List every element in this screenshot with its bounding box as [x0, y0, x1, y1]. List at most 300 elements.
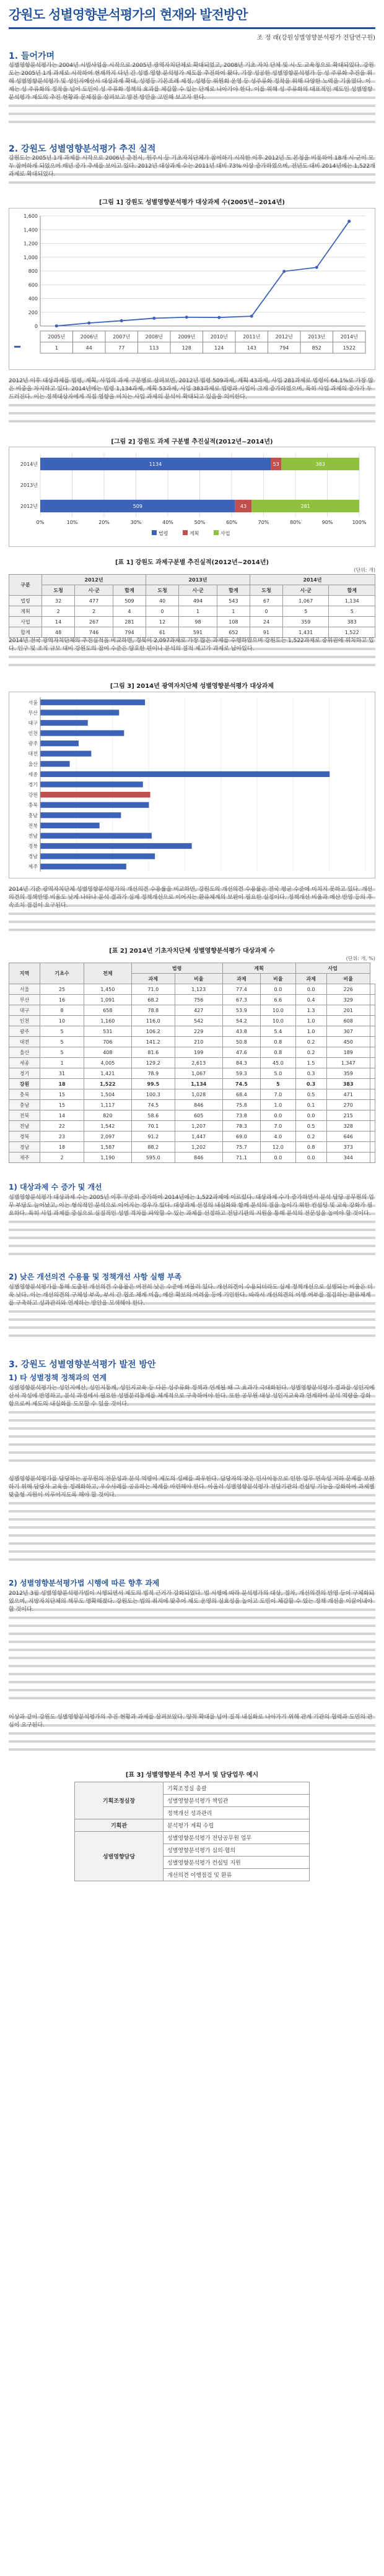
- x-tick-label: 2011년: [243, 334, 261, 340]
- table-row: [9, 1068, 375, 1079]
- table-row: [9, 1058, 375, 1068]
- table-1-cell: 1: [179, 606, 217, 617]
- x-tick-label: 60%: [226, 520, 237, 525]
- table-2-cell: 0.5: [295, 1121, 326, 1131]
- legend-label: 사업: [220, 531, 230, 536]
- table-2-cell: 7.0: [261, 1089, 295, 1100]
- table-2-cell: 1.0: [295, 1026, 326, 1037]
- table-2-cell: 5: [261, 1079, 295, 1089]
- table-row: [9, 1047, 375, 1058]
- table-2-cell: 5: [40, 1047, 84, 1058]
- table-2-cell: 47.6: [222, 1047, 261, 1058]
- table-2-cell: 78.8: [131, 1005, 175, 1016]
- table-2-cell: 10: [40, 1016, 84, 1026]
- x-tick-label: 50%: [194, 520, 206, 525]
- table-2-cell: 1.3: [295, 1005, 326, 1016]
- table-2-cell: 0.0: [295, 1110, 326, 1121]
- table-2-cell: 7.0: [261, 1121, 295, 1131]
- table-1-cell: 4: [113, 606, 146, 617]
- author-line: 조 정 래(강원성별영향분석평가 전담연구원): [256, 35, 375, 41]
- table-2-cell: 226: [326, 984, 370, 995]
- series-line: [56, 221, 349, 326]
- table-2-cell: 23: [40, 1131, 84, 1142]
- table-2-region: 전남: [9, 1121, 40, 1131]
- table-2-cell: [370, 984, 375, 995]
- table-2-cell: 1,067: [175, 1068, 222, 1079]
- x-tick-label: 20%: [98, 520, 110, 525]
- table-2-cell: 71.1: [222, 1153, 261, 1163]
- table-2-cell: 0.0: [295, 1153, 326, 1163]
- x-tick-label: 70%: [258, 520, 269, 525]
- table-1-subheader: 시·군: [179, 585, 217, 596]
- table-1-caption: [표 1] 강원도 과제구분별 추진실적(2012년~2014년): [115, 559, 269, 566]
- table-2-subheader: 비율: [175, 974, 222, 984]
- paragraph-4: 2014년 전국 광역자치단체의 추진실적을 비교하면, 경북이 2,097과제로 가장 많은 과제를 수행하였으며 강원도는 1,522과제로 중위권에 위치하고 있다. 인구 및 조직 규모 대비 강원도의 참여 수준은 양호한 편이나 분석의 질적 제고가 과제로 남아있다.: [9, 637, 375, 669]
- table-2-cell: 329: [326, 995, 370, 1005]
- table-row: [9, 1026, 375, 1037]
- y-tick-label: 1,000: [24, 254, 38, 260]
- section-heading-3: 3. 강원도 성별영향분석평가 발전 방안: [9, 1360, 156, 1370]
- table-2-cell: [370, 1110, 375, 1121]
- x-tick-label: 2013년: [308, 334, 326, 340]
- table-2-cell: 1,421: [84, 1068, 131, 1079]
- table-2-cell: [370, 1058, 375, 1068]
- data-point: [217, 316, 220, 319]
- table-2-cell: 14: [40, 1110, 84, 1121]
- table-2-cell: 53.9: [222, 1005, 261, 1016]
- figure-3-chart-frame: [9, 692, 375, 878]
- table-1-cell: 67: [250, 596, 282, 606]
- data-point: [120, 319, 123, 322]
- table-2-cell: 1,347: [326, 1058, 370, 1068]
- table-2-cell: 12.0: [261, 1142, 295, 1153]
- table-3-duty: 성별영향분석평가 컨설팅 지원: [164, 1857, 310, 1869]
- table-row: [9, 1153, 375, 1163]
- table-2-cell: 116.0: [131, 1016, 175, 1026]
- y-tick-label: 부산: [28, 710, 38, 716]
- figure-1-line-chart: [9, 208, 375, 368]
- table-1-subheader: 시·군: [283, 585, 329, 596]
- table-2-cell: 1,123: [175, 984, 222, 995]
- table-2-region: 인천: [9, 1016, 40, 1026]
- table-1-year-header: 2013년: [146, 575, 250, 585]
- table-2-cell: 129.2: [131, 1058, 175, 1068]
- y-tick-label: 광주: [28, 741, 38, 747]
- table-row: [9, 1037, 375, 1047]
- x-tick-label: 100%: [352, 520, 367, 525]
- table-1-cell: 2: [75, 606, 113, 617]
- table-2-cell: 0.8: [261, 1047, 295, 1058]
- x-tick-label: 10%: [66, 520, 78, 525]
- table-1-cell: 652: [217, 627, 250, 638]
- table-2-cell: 0.1: [295, 1100, 326, 1110]
- table-1-cell: 477: [75, 596, 113, 606]
- x-tick-label: 30%: [130, 520, 142, 525]
- paragraph-7: 성별영향분석평가를 통해 도출된 개선의견 수용률은 여전히 낮은 수준에 머물러 있다. 개선의견이 수용되더라도 실제 정책개선으로 실행되는 비율은 더욱 낮다. 이는 개선의견의 구체성 부족, 부서 간 협조 체계 미흡, 예산 확보의 어려움 등에 기인한다. 따라서 개선의견의 이행 여부를 점검하는 환류체계를 구축하고 성과관리와 연계하는 방안을 모색해야 한다.: [9, 1284, 375, 1340]
- section-heading-1: 1. 들어가며: [9, 51, 55, 61]
- table-2-cell: 0.4: [295, 995, 326, 1005]
- table-2-cell: 100.3: [131, 1089, 175, 1100]
- y-tick-label: 2012년: [20, 504, 38, 509]
- table-2-cell: 646: [326, 1131, 370, 1142]
- data-label: 1134: [149, 462, 162, 467]
- table-2-cell: 658: [84, 1005, 131, 1016]
- table-2-cell: 1,134: [175, 1079, 222, 1089]
- table-2-header: 계획: [222, 963, 295, 974]
- table-row: [9, 1089, 375, 1100]
- table-2-cell: 450: [326, 1037, 370, 1047]
- table-2-cell: 1,587: [84, 1142, 131, 1153]
- table-2-cell: 1,542: [84, 1121, 131, 1131]
- x-tick-label: 2005년: [48, 334, 66, 340]
- table-1-cell: 98: [179, 617, 217, 627]
- paragraph-6: 성별영향분석평가 대상과제 수는 2005년 이후 꾸준히 증가하여 2014년에는 1,522과제에 이르렀다. 대상과제 수가 증가하면서 분석 담당 공무원의 업무 부담도 늘어났고, 이는 형식적인 분석으로 이어지는 경우가 있다. 대상과제 선정의 내실화와 함께 분석의 질을 높이기 위한 컨설팅 및 교육 강화가 필요하다. 특히 사업 과제를 중심으로 실질적인 성별 격차를 파악할 수 있는 과제를 선정하고 전담기관의 지원을 통해 분석의 전문성을 높여야 할 것이다.: [9, 1194, 375, 1258]
- table-2-cell: 106.2: [131, 1026, 175, 1037]
- data-label: 113: [149, 345, 159, 351]
- data-label: 128: [181, 345, 191, 351]
- table-row: [9, 1121, 375, 1131]
- data-point: [87, 322, 90, 325]
- table-2-cell: 5.4: [261, 1026, 295, 1037]
- table-2-cell: [370, 995, 375, 1005]
- table-2-cell: 5: [40, 1037, 84, 1047]
- figure-2-stacked-bar-chart: [9, 447, 375, 545]
- table-1-subheader: 합계: [217, 585, 250, 596]
- table-2-cell: 71.0: [131, 984, 175, 995]
- x-tick-label: 2012년: [275, 334, 293, 340]
- table-2-cell: [370, 1142, 375, 1153]
- table-2-cell: [370, 1100, 375, 1110]
- table-1-row-label: 합계: [9, 627, 42, 638]
- table-1-cell: 24: [250, 617, 282, 627]
- paragraph-11: 이상과 같이 강원도 성별영향분석평가의 추진 현황과 과제를 살펴보았다. 양적 확대를 넘어 질적 내실화로 나아가기 위해 관계 기관의 협력과 도민의 관심이 요구된다.: [9, 1714, 375, 1754]
- x-tick-label: 40%: [162, 520, 173, 525]
- y-tick-label: 전북: [28, 823, 38, 829]
- table-2-cell: 54.2: [222, 1016, 261, 1026]
- table-2-cell: 1,207: [175, 1121, 222, 1131]
- table-2-cell: 91.2: [131, 1131, 175, 1142]
- table-2-cell: 0.3: [295, 1068, 326, 1079]
- paragraph-3: 2012년 이후 대상과제를 법령, 계획, 사업의 과제 구분별로 살펴보면, 2012년 법령 509과제, 계획 43과제, 사업 281과제로 법령이 64.1%로 가장 많은 비중을 차지하고 있다. 2014년에는 법령 1,134과제, 계획 53과제, 사업 383과제로 법령과 사업이 크게 증가하였으며, 특히 사업 과제의 증가가 두드러진다. 이는 정책대상자에게 직접 영향을 미치는 사업 과제의 분석이 확대되고 있음을 의미한다.: [9, 377, 375, 426]
- y-tick-label: 전남: [28, 833, 38, 839]
- figure-3-caption: [그림 3] 2014년 광역자치단체 성별영향분석평가 대상과제: [110, 683, 274, 690]
- table-2-subheader: 비율: [326, 974, 370, 984]
- table-1-row-label: 사업: [9, 617, 42, 627]
- bar: [40, 720, 88, 726]
- table-2-cell: 58.6: [131, 1110, 175, 1121]
- figure-1-caption: [그림 1] 강원도 성별영향분석평가 대상과제 수(2005년~2014년): [99, 199, 285, 206]
- document-title: 강원도 성별영향분석평가의 현재와 발전방안: [9, 7, 248, 22]
- table-2-region: 경기: [9, 1068, 40, 1079]
- bar: [40, 781, 143, 787]
- table-2-region: 충북: [9, 1089, 40, 1100]
- y-tick-label: 강원: [28, 792, 38, 798]
- table-2-cell: 1,447: [175, 1131, 222, 1142]
- y-tick-label: 800: [28, 268, 38, 274]
- table-row: [9, 1142, 375, 1153]
- table-2-cell: 531: [84, 1026, 131, 1037]
- y-tick-label: 2013년: [20, 483, 38, 488]
- table-2-cell: 10.0: [261, 1016, 295, 1026]
- data-label: 1: [55, 345, 58, 351]
- table-row: [75, 1819, 310, 1832]
- x-tick-label: 2014년: [340, 334, 358, 340]
- table-2-region: 울산: [9, 1047, 40, 1058]
- table-2-cell: 81.6: [131, 1047, 175, 1058]
- table-2-cell: 215: [326, 1110, 370, 1121]
- table-2-cell: 31: [40, 1068, 84, 1079]
- table-2-cell: 18: [40, 1142, 84, 1153]
- table-2-cell: 408: [84, 1047, 131, 1058]
- table-2-region: 경북: [9, 1131, 40, 1142]
- table-2-region: 제주: [9, 1153, 40, 1163]
- table-1-subheader: 시·군: [75, 585, 113, 596]
- table-2-cell: [370, 1153, 375, 1163]
- table-1-corner: 구분: [9, 575, 42, 596]
- data-point: [55, 324, 58, 327]
- table-2-cell: 75.7: [222, 1142, 261, 1153]
- table-1-subheader: 합계: [113, 585, 146, 596]
- table-1-unit: (단위: 개): [354, 567, 375, 573]
- data-label: 43: [240, 504, 247, 509]
- bar: [40, 843, 192, 849]
- table-2-cell: 43.8: [222, 1026, 261, 1037]
- bar: [40, 864, 126, 869]
- paragraph-intro: 성별영향분석평가는 2004년 시범사업을 시작으로 2005년 광역자치단체로 확대되었고, 2008년 기초 자치 단체 및 시·도 교육청으로 확대되었다. 강원도는 2005년 1개 과제로 시작하여 현재까지 다년 간 성별 영향 분석평가 제도를 추진하여 왔다. 가장 성공한 성별영향분석평가 등 성 주류화 추진을 위해 성별영향분석평가 및 성인지예산서 대상과제 확대, 성평등 기본조례 제정, 성평등 위원회 운영 등 성주류화 정착을 위해 다양한 노력을 기울였다. 이제는 성 주류화의 정착을 넘어 도민이 성 주류화 정책의 효과를 체감할 수 있는 단계로 나아가야 한다. 이를 위해 성 주류화의 대표적인 제도인 성별영향분석평가 제도의 추진 현황과 문제점을 살펴보고 발전 방안을 고민해 보고자 한다.: [9, 62, 375, 126]
- y-tick-label: 2014년: [20, 462, 38, 467]
- data-label: 44: [85, 345, 92, 351]
- y-tick-label: 인천: [28, 731, 38, 737]
- table-1-year-header: 2012년: [42, 575, 146, 585]
- table-2-cell: 0.2: [295, 1131, 326, 1142]
- table-2-cell: 1,202: [175, 1142, 222, 1153]
- table-2-cell: 22: [40, 1121, 84, 1131]
- subsection-heading-3-1: 1) 타 성별정책 정책과의 연계: [9, 1373, 107, 1382]
- table-row: [9, 1005, 375, 1016]
- table-2-region: 전북: [9, 1110, 40, 1121]
- table-2-region: 부산: [9, 995, 40, 1005]
- table-2-cell: 75.8: [222, 1100, 261, 1110]
- table-2-cell: 0.0: [261, 1153, 295, 1163]
- table-2-cell: 5.0: [261, 1068, 295, 1079]
- table-2-region: 대구: [9, 1005, 40, 1016]
- x-tick-label: 0%: [36, 520, 45, 525]
- table-2-cell: 307: [326, 1026, 370, 1037]
- table-2-cell: 6.6: [261, 995, 295, 1005]
- table-1-cell: 1: [217, 606, 250, 617]
- table-2-cell: 1,190: [84, 1153, 131, 1163]
- table-2-cell: 74.5: [222, 1079, 261, 1089]
- table-1-cell: 48: [42, 627, 75, 638]
- table-2-cell: [370, 1026, 375, 1037]
- table-3-dept: 기획관: [75, 1819, 164, 1832]
- table-2-cell: 78.9: [131, 1068, 175, 1079]
- table-2-cell: 608: [326, 1016, 370, 1026]
- table-row: [9, 1110, 375, 1121]
- y-tick-label: 1,200: [24, 241, 38, 247]
- table-2-region: 경남: [9, 1142, 40, 1153]
- table-2-subheader: 과제: [222, 974, 261, 984]
- subsection-heading-2-2: 2) 낮은 개선의견 수용률 및 정책개선 사항 실행 부족: [9, 1273, 182, 1281]
- title-divider: [9, 27, 375, 29]
- table-2-cell: 0.3: [295, 1079, 326, 1089]
- table-2-cell: [370, 1068, 375, 1079]
- table-2-cell: 15: [40, 1089, 84, 1100]
- bar: [40, 792, 151, 797]
- table-2-cell: 199: [175, 1047, 222, 1058]
- table-2-cell: 846: [175, 1100, 222, 1110]
- bar: [40, 771, 329, 777]
- table-1-cell: 1,134: [329, 596, 375, 606]
- data-point: [250, 315, 253, 318]
- figure-3-bar-chart: [9, 692, 375, 877]
- y-tick-label: 경북: [28, 843, 38, 849]
- legend-swatch: [214, 530, 219, 535]
- x-tick-label: 2008년: [145, 334, 163, 340]
- table-2-cell: 595.0: [131, 1153, 175, 1163]
- table-2-cell: 229: [175, 1026, 222, 1037]
- legend-swatch: [14, 346, 20, 348]
- section-heading-2: 2. 강원도 성별영향분석평가 추진 실적: [9, 144, 156, 154]
- bar: [40, 700, 145, 705]
- data-label: 852: [312, 345, 321, 351]
- paragraph-10: 2012년 3월 성별영향분석평가법이 시행되면서 제도의 법적 근거가 강화되었다. 법 시행에 따라 분석평가의 대상, 절차, 개선의견의 반영 등이 구체화되었으며, 지방자치단체의 책무도 명확해졌다. 강원도는 법의 취지에 맞추어 제도 운영의 실효성을 높이고 도민이 체감할 수 있는 정책 개선을 이끌어내야 할 것이다.: [9, 1590, 375, 1702]
- bar: [40, 751, 91, 757]
- table-2-cell: 1,450: [84, 984, 131, 995]
- table-2-cell: 2: [40, 1153, 84, 1163]
- table-3-duty: 분석평가 계획 수립: [164, 1819, 310, 1832]
- y-tick-label: 1,400: [24, 227, 38, 233]
- table-1-cell: 543: [217, 596, 250, 606]
- y-tick-label: 경기: [28, 782, 38, 788]
- table-row: [9, 617, 375, 627]
- y-tick-label: 대전: [28, 751, 38, 757]
- table-1-cell: 2: [42, 606, 75, 617]
- table-2-cell: 2,613: [175, 1058, 222, 1068]
- table-2-cell: 59.3: [222, 1068, 261, 1079]
- table-1-cell: 32: [42, 596, 75, 606]
- table-2-cell: 4,005: [84, 1058, 131, 1068]
- bar: [40, 741, 79, 746]
- table-2-cell: [370, 1089, 375, 1100]
- table-1-cell: 383: [329, 617, 375, 627]
- table-2-cell: 0.8: [295, 1142, 326, 1153]
- data-point: [347, 220, 351, 223]
- data-label: 509: [133, 504, 142, 509]
- table-row: [9, 606, 375, 617]
- y-tick-label: 충북: [28, 802, 38, 809]
- bar: [40, 802, 149, 808]
- table-1-cell: 267: [75, 617, 113, 627]
- table-2-cell: 820: [84, 1110, 131, 1121]
- table-3-duty: 개선의견 이행점검 및 환류: [164, 1869, 310, 1881]
- figure-1-chart-frame: [9, 208, 375, 370]
- figure-2-caption: [그림 2] 강원도 과제 구분별 추진실적(2012년~2014년): [111, 439, 273, 445]
- table-1-row-label: 계획: [9, 606, 42, 617]
- table-2-cell: 1.0: [261, 1100, 295, 1110]
- table-3-caption: [표 3] 성별영향분석 추진 부서 및 담당업무 예시: [125, 1772, 259, 1779]
- table-2-cell: 73.8: [222, 1110, 261, 1121]
- table-2-cell: 0.2: [295, 1037, 326, 1047]
- legend-swatch: [183, 530, 188, 535]
- subsection-heading-2-1: 1) 대상과제 수 증가 및 개선: [9, 1183, 102, 1191]
- table-row: [9, 1016, 375, 1026]
- table-row: [75, 1782, 310, 1795]
- bar: [40, 833, 152, 838]
- y-tick-label: 0: [34, 324, 38, 329]
- table-2-cell: 50.8: [222, 1037, 261, 1047]
- table-1-cell: 91: [250, 627, 282, 638]
- data-point: [315, 266, 318, 269]
- bar: [40, 761, 70, 766]
- table-2-cell: 1.5: [295, 1058, 326, 1068]
- y-tick-label: 서울: [28, 700, 38, 706]
- table-1-cell: 0: [146, 606, 179, 617]
- table-1-cell: 12: [146, 617, 179, 627]
- table-2-cell: 189: [326, 1047, 370, 1058]
- table-1-cell: 40: [146, 596, 179, 606]
- table-2-cell: 0.2: [295, 1047, 326, 1058]
- table-2-cell: 68.4: [222, 1089, 261, 1100]
- x-tick-label: 2006년: [80, 334, 98, 340]
- data-label: 124: [214, 345, 224, 351]
- y-tick-label: 600: [28, 282, 38, 288]
- table-row: [9, 596, 375, 606]
- table-2-header: 사업: [295, 963, 370, 974]
- table-2-cell: 210: [175, 1037, 222, 1047]
- table-row: [9, 1100, 375, 1110]
- table-3-dept: 기획조정실장: [75, 1782, 164, 1819]
- x-tick-label: 90%: [321, 520, 333, 525]
- paragraph-8: 성별영향분석평가는 성인지예산, 성인지통계, 성인지교육 등 다른 성주류화 정책과 연계될 때 그 효과가 극대화된다. 성별영향분석평가 결과를 성인지예산서 작성에 반영하고, 분석 과정에서 필요한 성별분리통계를 체계적으로 구축하여야 한다. 또한 공무원 대상 성인지교육과 연계하여 분석 역량을 강화함으로써 제도의 내실화를 도모할 수 있을 것이다.: [9, 1385, 375, 1465]
- table-2-cell: 756: [175, 995, 222, 1005]
- table-2-cell: 4.0: [261, 1131, 295, 1142]
- table-3-duty: 성별영향분석평가 책임관: [164, 1795, 310, 1807]
- subsection-heading-3-2: 2) 성별영향분석평가법 시행에 따른 향후 과제: [9, 1579, 160, 1587]
- table-2-cell: 471: [326, 1089, 370, 1100]
- y-tick-label: 경남: [28, 854, 38, 860]
- y-tick-label: 세종: [28, 771, 38, 778]
- table-row: [75, 1832, 310, 1844]
- table-2-cell: 1,028: [175, 1089, 222, 1100]
- table-1-cell: 509: [113, 596, 146, 606]
- table-2-header: 기초수: [40, 963, 84, 984]
- table-2-cell: 77.4: [222, 984, 261, 995]
- table-2-cell: 542: [175, 1016, 222, 1026]
- table-2-region: 광주: [9, 1026, 40, 1037]
- bar: [40, 823, 100, 828]
- data-label: 794: [279, 345, 289, 351]
- table-2-cell: 605: [175, 1110, 222, 1121]
- table-2-cell: 141.2: [131, 1037, 175, 1047]
- table-2-header: 법령: [131, 963, 222, 974]
- table-2: [9, 963, 375, 1163]
- table-2-cell: 74.5: [131, 1100, 175, 1110]
- paragraph-9: 성별영향분석평가를 담당하는 공무원의 전문성과 분석 역량이 제도의 성패를 좌우한다. 담당자의 잦은 인사이동으로 인한 업무 연속성 저하 문제를 보완하기 위해 담당자 교육을 정례화하고, 우수사례를 공유하는 체계를 마련해야 한다. 아울러 성별영향분석평가 전담기관의 컨설팅 기능을 강화하여 과제별 맞춤형 지원이 이루어지도록 해야 할 것이다.: [9, 1475, 375, 1564]
- table-1-year-header: 2014년: [250, 575, 375, 585]
- x-tick-label: 2007년: [113, 334, 131, 340]
- data-point: [185, 316, 188, 319]
- table-2-cell: [370, 1047, 375, 1058]
- table-2-cell: 70.1: [131, 1121, 175, 1131]
- table-1-row-label: 법령: [9, 596, 42, 606]
- table-2-subheader: 비율: [261, 974, 295, 984]
- table-1-cell: 281: [113, 617, 146, 627]
- table-2-region: 충남: [9, 1100, 40, 1110]
- table-2-cell: 1,504: [84, 1089, 131, 1100]
- y-tick-label: 200: [28, 309, 38, 316]
- table-1-cell: 0: [250, 606, 282, 617]
